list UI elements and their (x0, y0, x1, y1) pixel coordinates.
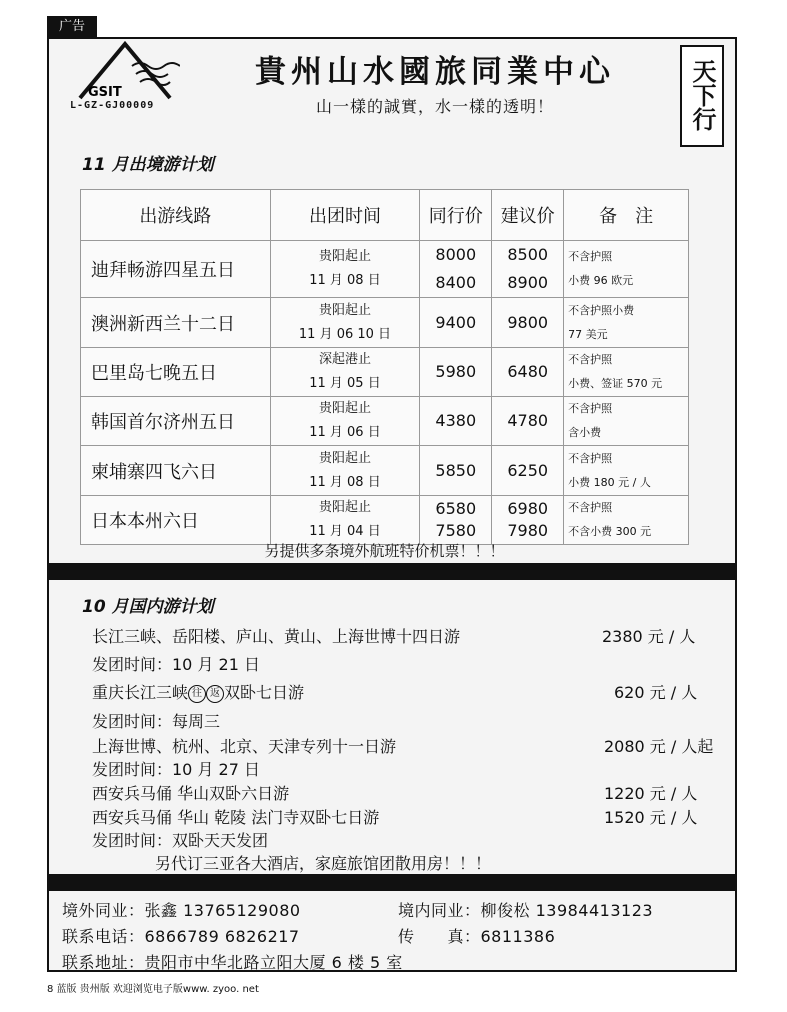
domestic-line: 发团时间：10 月 21 日 (92, 655, 260, 674)
trade-price-cell (420, 446, 492, 496)
date-origin: 贵阳起止 (318, 401, 371, 416)
note-line2: 含小费 (568, 426, 602, 439)
suggested-price-alt: 7980 (507, 521, 549, 540)
suggested-price: 6250 (507, 460, 549, 480)
suggested-price-cell (492, 397, 564, 446)
note-line2: 77 美元 (568, 327, 608, 341)
date-cell (270, 298, 420, 348)
seal-logo (680, 45, 724, 147)
outbound-tours-table (80, 189, 689, 545)
domestic-price: 620 元 / 人 (614, 683, 698, 702)
domestic-line-part: 重庆长江三峡 (92, 683, 189, 702)
outbound-extra-note: 另提供多条境外航班特价机票！！！ (264, 542, 505, 560)
date-cell (270, 446, 420, 496)
note-line2: 小费 180 元 / 人 (568, 475, 651, 489)
table-row (81, 446, 689, 496)
note-cell (564, 348, 689, 397)
note-line2: 小费、签证 570 元 (568, 377, 663, 390)
trade-price-alt: 7580 (435, 521, 477, 540)
trade-price: 8000 (435, 245, 477, 264)
table-row (81, 241, 689, 298)
col-note: 备 注 (564, 190, 689, 241)
note-line1: 不含护照 (568, 501, 613, 514)
col-route: 出游线路 (81, 190, 271, 241)
section-divider (49, 563, 735, 580)
note-cell (564, 241, 689, 298)
contact-fax: 传 真：6811386 (398, 927, 556, 946)
trade-price-cell (420, 397, 492, 446)
date-origin: 贵阳起止 (318, 302, 371, 318)
suggested-price-cell (492, 348, 564, 397)
note-line1: 不含护照 (568, 451, 613, 465)
note-cell (564, 446, 689, 496)
col-trade-price: 同行价 (420, 190, 492, 241)
date-origin: 贵阳起止 (318, 450, 371, 466)
date-day: 11 月 08 日 (309, 273, 381, 288)
table-row (81, 298, 689, 348)
date-origin: 贵阳起止 (318, 500, 371, 515)
suggested-price-cell (492, 446, 564, 496)
note-cell (564, 298, 689, 348)
contact-phone: 联系电话：6866789 6826217 (62, 927, 300, 946)
domestic-price: 1520 元 / 人 (604, 808, 698, 827)
date-cell (270, 496, 420, 545)
table-row (81, 397, 689, 446)
seal-text: 天下行 (688, 59, 717, 131)
suggested-price-cell (492, 496, 564, 545)
domestic-price: 2080 元 / 人起 (604, 737, 714, 756)
domestic-contact: 境内同业：柳俊松 13984413123 (398, 901, 654, 920)
note-line1: 不含护照 (568, 353, 613, 366)
trade-price: 5850 (435, 460, 477, 480)
note-line2: 不含小费 300 元 (568, 525, 652, 538)
date-cell (270, 241, 420, 298)
note-line1: 不含护照 (568, 402, 613, 415)
round-trip-badge: 往 (188, 685, 206, 703)
page-footer: 8 蓝版 贵州版 欢迎浏览电子版www. zyoo. net (47, 984, 259, 995)
route-cell: 澳洲新西兰十二日 (81, 298, 271, 348)
suggested-price: 8500 (507, 245, 549, 264)
date-origin: 贵阳起止 (318, 249, 371, 264)
date-day: 11 月 06 10 日 (298, 326, 392, 342)
trade-price-cell (420, 496, 492, 545)
license-code: L-GZ-GJ00009 (70, 100, 155, 111)
date-day: 11 月 04 日 (309, 524, 381, 539)
suggested-price-cell (492, 241, 564, 298)
route-cell: 迪拜畅游四星五日 (81, 241, 271, 298)
domestic-line: 发团时间：双卧天天发团 (92, 831, 269, 850)
route-cell: 巴里岛七晚五日 (81, 348, 271, 397)
suggested-price-cell (492, 298, 564, 348)
note-line1: 不含护照 (568, 250, 613, 263)
route-cell: 柬埔寨四飞六日 (81, 446, 271, 496)
note-cell (564, 397, 689, 446)
suggested-price: 6480 (507, 362, 549, 381)
date-origin: 深起港止 (318, 352, 371, 367)
agency-title: 貴州山水國旅同業中心 (255, 54, 615, 90)
domestic-line: 发团时间：10 月 27 日 (92, 760, 260, 779)
contact-address: 联系地址：贵阳市中华北路立阳大厦 6 楼 5 室 (62, 953, 403, 972)
domestic-line: 长江三峡、岳阳楼、庐山、黄山、上海世博十四日游 (92, 627, 461, 646)
note-line2: 小费 96 欧元 (568, 274, 634, 287)
trade-price: 5980 (435, 362, 477, 381)
col-suggested-price: 建议价 (492, 190, 564, 241)
note-line1: 不含护照小费 (568, 303, 635, 317)
trade-price: 6580 (435, 499, 477, 518)
domestic-price: 2380 元 / 人 (602, 627, 696, 646)
trade-price-cell (420, 241, 492, 298)
domestic-line: 西安兵马俑 华山双卧六日游 (92, 784, 290, 803)
ad-tag: 广告 (47, 16, 97, 37)
date-day: 11 月 06 日 (309, 425, 381, 440)
date-cell (270, 348, 420, 397)
trade-price-cell (420, 298, 492, 348)
suggested-price-alt: 8900 (507, 273, 549, 292)
section-divider (49, 874, 735, 891)
domestic-line: 发团时间：每周三 (92, 712, 221, 731)
outbound-section-title: 11 月出境游计划 (82, 155, 214, 175)
trade-price: 4380 (435, 411, 477, 430)
note-cell (564, 496, 689, 545)
date-cell (270, 397, 420, 446)
table-row (81, 348, 689, 397)
domestic-section-title: 10 月国内游计划 (82, 597, 214, 617)
suggested-price: 6980 (507, 499, 549, 518)
trade-price-alt: 8400 (435, 273, 477, 292)
table-row (81, 496, 689, 545)
agency-slogan: 山一樣的誠實，水一樣的透明！ (315, 97, 554, 116)
domestic-line: 上海世博、杭州、北京、天津专列十一日游 (92, 737, 397, 756)
trade-price-cell (420, 348, 492, 397)
route-cell: 日本本州六日 (81, 496, 271, 545)
table-header-row (81, 190, 689, 241)
domestic-line-part: 双卧七日游 (224, 683, 305, 702)
trade-price: 9400 (435, 312, 477, 332)
domestic-price: 1220 元 / 人 (604, 784, 698, 803)
outbound-contact: 境外同业：张鑫 13765129080 (62, 901, 301, 920)
route-cell: 韩国首尔济州五日 (81, 397, 271, 446)
domestic-line: 西安兵马俑 华山 乾陵 法门寺双卧七日游 (92, 808, 380, 827)
suggested-price: 9800 (507, 312, 549, 332)
date-day: 11 月 05 日 (309, 376, 381, 391)
col-date: 出团时间 (270, 190, 420, 241)
domestic-line-with-badges (92, 680, 304, 703)
round-trip-badge: 返 (206, 685, 224, 703)
date-day: 11 月 08 日 (309, 474, 381, 490)
suggested-price: 4780 (507, 411, 549, 430)
logo-letters: GSIT (88, 85, 122, 100)
domestic-extra-note: 另代订三亚各大酒店，家庭旅馆团散用房！！！ (155, 854, 492, 873)
